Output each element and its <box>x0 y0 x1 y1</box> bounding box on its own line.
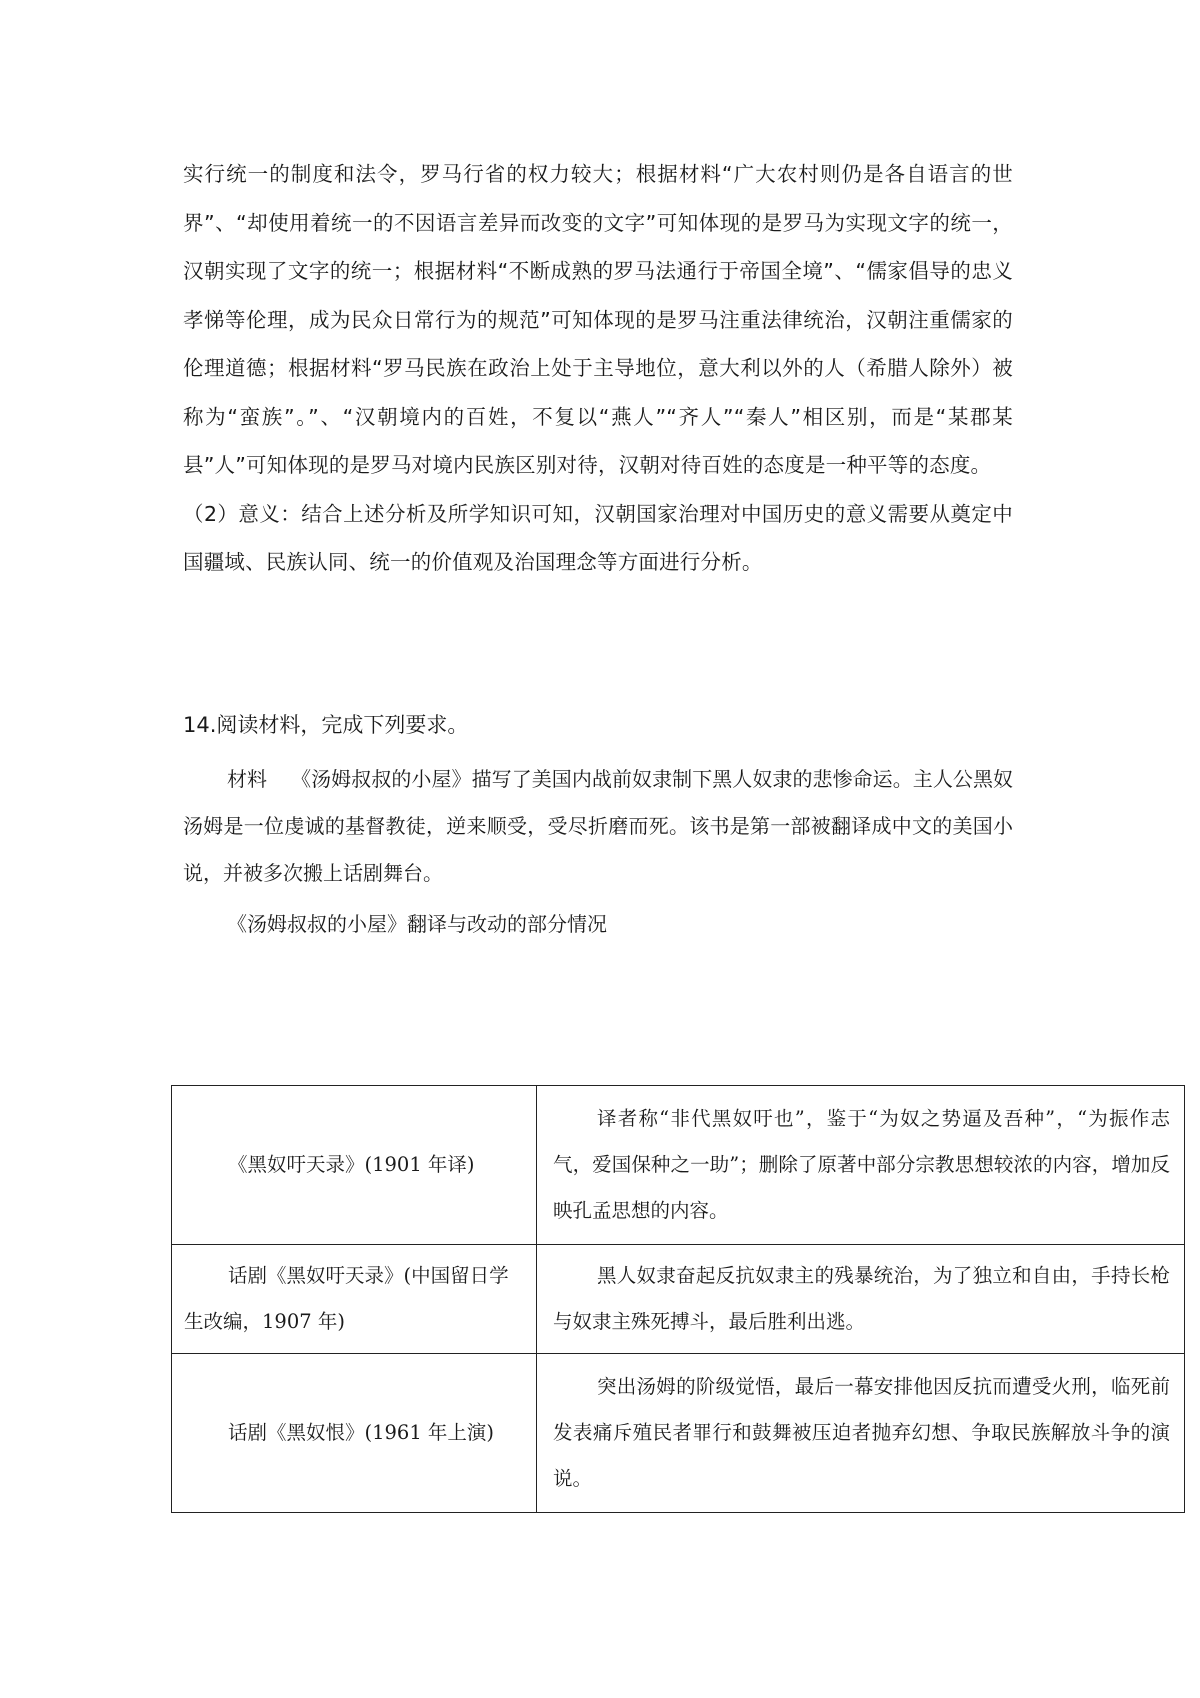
work-title: 话剧《黑奴吁天录》(中国留日学生改编，1907 年) <box>184 1264 509 1333</box>
question-title: 14.阅读材料，完成下列要求。 <box>183 713 469 737</box>
work-title: 《黑奴吁天录》(1901 年译) <box>228 1153 475 1176</box>
table-row <box>172 1245 1185 1354</box>
work-description: 突出汤姆的阶级觉悟，最后一幕安排他因反抗而遭受火刑，临死前发表痛斥殖民者罪行和鼓舞被压迫者抛弃幻想、争取民族解放斗争的演说。 <box>553 1375 1170 1490</box>
material-block <box>183 756 1013 897</box>
description-cell <box>537 1086 1185 1245</box>
work-description: 黑人奴隶奋起反抗奴隶主的残暴统治，为了独立和自由，手持长枪与奴隶主殊死搏斗，最后胜利出逃。 <box>553 1264 1170 1333</box>
material-paragraph <box>183 756 1013 897</box>
work-cell <box>172 1086 537 1245</box>
translation-table <box>171 1085 1185 1513</box>
work-description: 译者称“非代黑奴吁也”，鉴于“为奴之势逼及吾种”，“为振作志气，爱国保种之一助”；删除了原著中部分宗教思想较浓的内容，增加反映孔孟思想的内容。 <box>553 1107 1170 1222</box>
table-row <box>172 1086 1185 1245</box>
work-title: 话剧《黑奴恨》(1961 年上演) <box>228 1421 495 1444</box>
analysis-paragraph-1: 实行统一的制度和法令，罗马行省的权力较大；根据材料“广大农村则仍是各自语言的世界”、“却使用着统一的不因语言差异而改变的文字”可知体现的是罗马为实现文字的统一，汉朝实现了文字的统一；根据材料“不断成熟的罗马法通行于帝国全境”、“儒家倡导的忠义孝悌等伦理，成为民众日常行为的规范”可知体现的是罗马注重法律统治，汉朝注重儒家的伦理道德；根据材料“罗马民族在政治上处于主导地位，意大利以外的人（希腊人除外）被称为“蛮族”。”、“汉朝境内的百姓，不复以“燕人”“齐人”“秦人”相区别，而是“某郡某县”人”可知体现的是罗马对境内民族区别对待，汉朝对待百姓的态度是一种平等的态度。 <box>183 162 1013 477</box>
analysis-paragraph-2: （2）意义：结合上述分析及所学知识可知，汉朝国家治理对中国历史的意义需要从奠定中国疆域、民族认同、统一的价值观及治国理念等方面进行分析。 <box>183 501 1013 574</box>
material-label: 材料 <box>227 767 268 791</box>
work-cell <box>172 1354 537 1513</box>
material-text: 《汤姆叔叔的小屋》描写了美国内战前奴隶制下黑人奴隶的悲惨命运。主人公黑奴汤姆是一位虔诚的基督教徒，逆来顺受，受尽折磨而死。该书是第一部被翻译成中文的美国小说，并被多次搬上话剧舞台。 <box>183 767 1014 885</box>
answer-analysis <box>183 150 1013 587</box>
description-cell <box>537 1245 1185 1354</box>
table-row <box>172 1354 1185 1513</box>
work-cell <box>172 1245 537 1354</box>
description-cell <box>537 1354 1185 1513</box>
table-caption: 《汤姆叔叔的小屋》翻译与改动的部分情况 <box>227 912 607 936</box>
